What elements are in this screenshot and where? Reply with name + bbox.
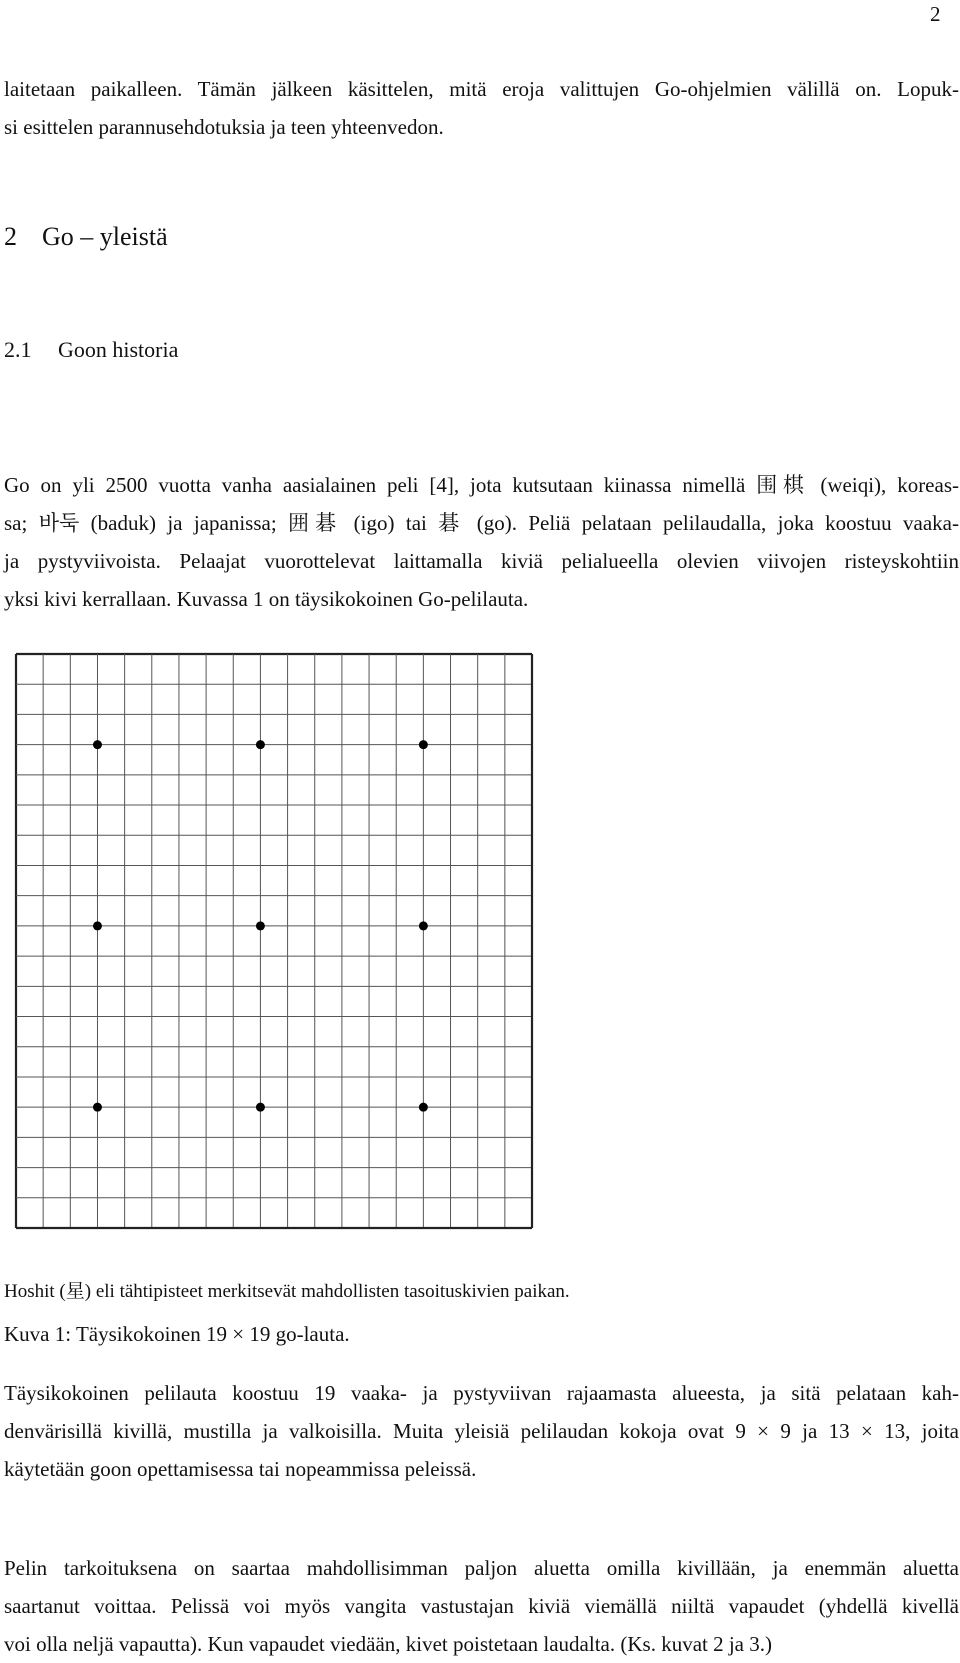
sizes-line-3: käytetään goon opettamisessa tai nopeammissa peleissä. [4,1457,477,1481]
star-point [419,1103,428,1112]
star-point [256,1103,265,1112]
star-point [256,740,265,749]
history-line-3: ja pystyviivoista. Pelaajat vuorottelevat laittamalla kiviä pelialueella olevien viivojen risteyskohtiin [4,549,959,573]
history-line-2: sa; 바둑 (baduk) ja japanissa; 囲碁 (igo) tai 碁 (go). Peliä pelataan pelilaudalla, joka koostuu vaaka- [4,511,959,535]
sizes-line-2: denvärisillä kivillä, mustilla ja valkoisilla. Muita yleisiä pelilaudan kokoja ovat 9 × 9 ja 13 × 13, joita [4,1419,959,1443]
subsection-number: 2.1 [4,337,32,362]
figure-note: Hoshit (星) eli tähtipisteet merkitsevät mahdollisten tasoituskivien paikan. [4,1281,570,1302]
subsection-heading [4,337,178,363]
star-point [93,1103,102,1112]
intro-line-2: si esittelen parannusehdotuksia ja teen yhteenvedon. [4,115,444,139]
page-number: 2 [930,2,941,26]
section-heading [4,222,168,252]
star-point [419,740,428,749]
goal-line-3: voi olla neljä vapautta). Kun vapaudet viedään, kivet poistetaan laudalta. (Ks. kuvat 2 ja 3.) [4,1632,772,1656]
section-title: Go – yleistä [42,222,168,251]
star-point [93,740,102,749]
star-point [256,921,265,930]
intro-line-1: laitetaan paikalleen. Tämän jälkeen käsittelen, mitä eroja valittujen Go-ohjelmien välillä on. Lopuk- [4,77,959,101]
goal-line-2: saartanut voittaa. Pelissä voi myös vangita vastustajan kiviä viemällä niiltä vapaudet (yhdellä kivellä [4,1594,959,1618]
section-number: 2 [4,222,17,251]
subsection-title: Goon historia [58,337,179,362]
go-board [14,652,534,1230]
sizes-line-1: Täysikokoinen pelilauta koostuu 19 vaaka- ja pystyviivan rajaamasta alueesta, ja sitä pelataan kah- [4,1381,959,1405]
star-point [93,921,102,930]
star-point [419,921,428,930]
figure-caption: Kuva 1: Täysikokoinen 19 × 19 go-lauta. [4,1322,350,1346]
history-line-4: yksi kivi kerrallaan. Kuvassa 1 on täysikokoinen Go-pelilauta. [4,587,529,611]
history-line-1: Go on yli 2500 vuotta vanha aasialainen peli [4], jota kutsutaan kiinassa nimellä 围棋 (weiqi), koreas- [4,473,959,497]
goal-line-1: Pelin tarkoituksena on saartaa mahdollisimman paljon aluetta omilla kivillään, ja enemmän aluetta [4,1556,959,1580]
